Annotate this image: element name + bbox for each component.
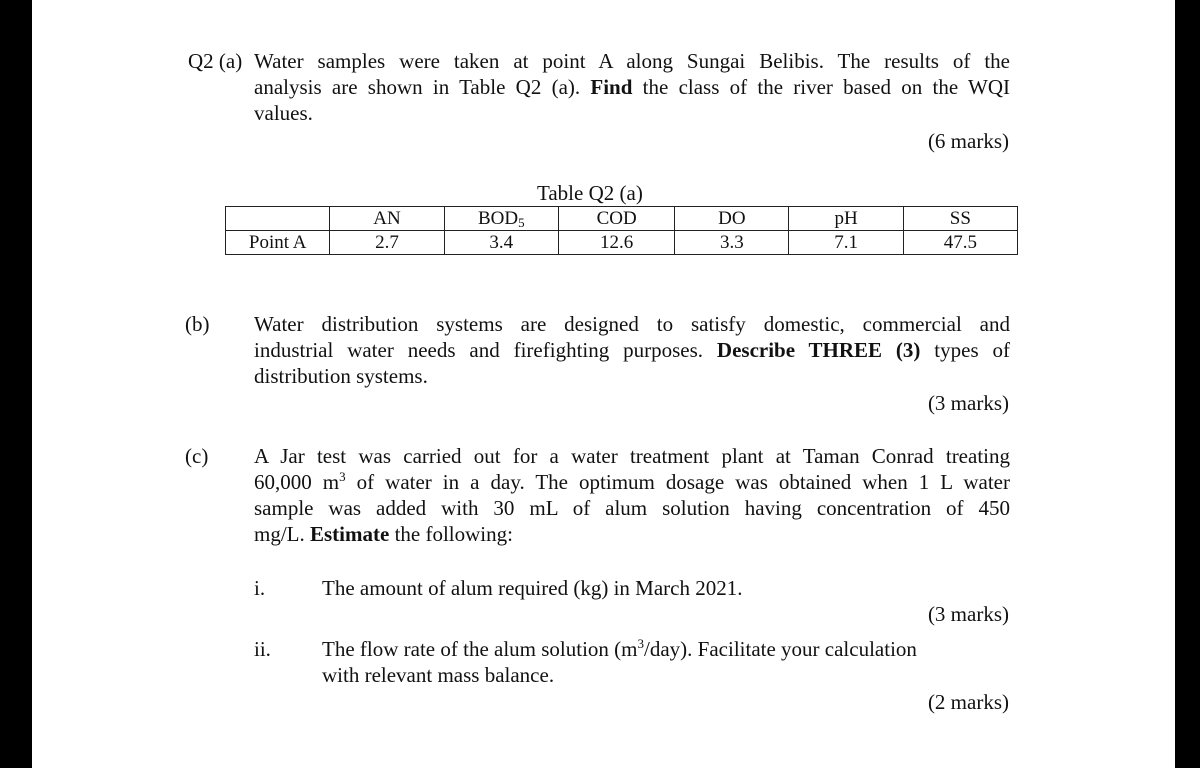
table-row xyxy=(226,231,1018,255)
table-cell: 47.5 xyxy=(903,231,1017,255)
question-c-text xyxy=(254,443,1010,547)
table-header-cell: pH xyxy=(789,207,903,231)
question-a-line2-pre: analysis are shown in Table Q2 (a). xyxy=(254,75,591,99)
table-header-cell: AN xyxy=(330,207,444,231)
question-b-line2 xyxy=(254,337,1010,363)
table-header-cell xyxy=(226,207,330,231)
subquestion-ii-line2: with relevant mass balance. xyxy=(322,663,555,687)
question-c-line2-post: of water in a day. The optimum dosage was obtained when 1 L water xyxy=(345,470,1010,494)
subquestion-ii-line1-pre: The flow rate of the alum solution (m xyxy=(322,637,638,661)
cubic-superscript: 3 xyxy=(339,469,346,484)
question-c-line2 xyxy=(254,469,1010,495)
subquestion-ii-label: ii. xyxy=(254,637,271,661)
question-b-line1: Water distribution systems are designed to satisfy domestic, commercial and xyxy=(254,312,1010,336)
subquestion-ii-marks: (2 marks) xyxy=(927,690,1009,714)
question-b-line2-post: types of xyxy=(920,338,1010,362)
question-a-line2-post: the class of the river based on the WQI xyxy=(632,75,1010,99)
table-header-cell xyxy=(444,207,558,231)
table-cell: 12.6 xyxy=(558,231,674,255)
question-c-label: (c) xyxy=(185,444,209,468)
question-b-text xyxy=(254,311,1010,389)
question-c-line3: sample was added with 30 mL of alum solution having concentration of 450 xyxy=(254,496,1010,520)
table-cell: 7.1 xyxy=(789,231,903,255)
subquestion-i-text: The amount of alum required (kg) in March 2021. xyxy=(322,576,743,600)
question-b-line2-pre: industrial water needs and firefighting purposes. xyxy=(254,338,717,362)
exam-page xyxy=(32,0,1175,768)
table-row-label: Point A xyxy=(226,231,330,255)
question-a-marks: (6 marks) xyxy=(927,129,1009,153)
question-c-line2-pre: 60,000 m xyxy=(254,470,340,494)
question-b-line3: distribution systems. xyxy=(254,364,428,388)
bod-subscript: 5 xyxy=(518,215,525,230)
table-cell: 3.4 xyxy=(444,231,558,255)
table-header-cell: SS xyxy=(903,207,1017,231)
subquestion-ii-line1-post: /day). Facilitate your calculation xyxy=(644,637,917,661)
subquestion-i-marks: (3 marks) xyxy=(927,602,1009,626)
table-cell: 3.3 xyxy=(675,231,789,255)
bod-label: BOD xyxy=(477,208,519,229)
question-c-line4-post: the following: xyxy=(389,522,513,546)
question-a-line1: Water samples were taken at point A along Sungai Belibis. The results of the xyxy=(254,49,1010,73)
question-a-line2 xyxy=(254,74,1010,100)
question-a-keyword: Find xyxy=(590,75,633,99)
question-a-text xyxy=(254,48,1010,126)
cubic-superscript: 3 xyxy=(637,636,645,651)
subquestion-ii-line1 xyxy=(322,636,917,662)
subquestion-i-label: i. xyxy=(254,576,266,600)
question-c-keyword: Estimate xyxy=(310,522,390,546)
question-c-line4-pre: mg/L. xyxy=(254,522,310,546)
question-b-marks: (3 marks) xyxy=(927,391,1009,415)
table-header-cell: COD xyxy=(558,207,674,231)
question-b-keyword: Describe THREE (3) xyxy=(716,338,921,362)
question-c-line4 xyxy=(254,521,1010,547)
table-header-cell: DO xyxy=(675,207,789,231)
table-cell: 2.7 xyxy=(330,231,444,255)
question-c-line1: A Jar test was carried out for a water treatment plant at Taman Conrad treating xyxy=(254,444,1010,468)
water-quality-table xyxy=(225,206,1018,255)
table-header-row xyxy=(226,207,1018,231)
question-label: Q2 (a) xyxy=(188,49,243,73)
table-caption: Table Q2 (a) xyxy=(537,181,643,205)
question-b-label: (b) xyxy=(185,312,210,336)
question-a-line3: values. xyxy=(254,101,313,125)
